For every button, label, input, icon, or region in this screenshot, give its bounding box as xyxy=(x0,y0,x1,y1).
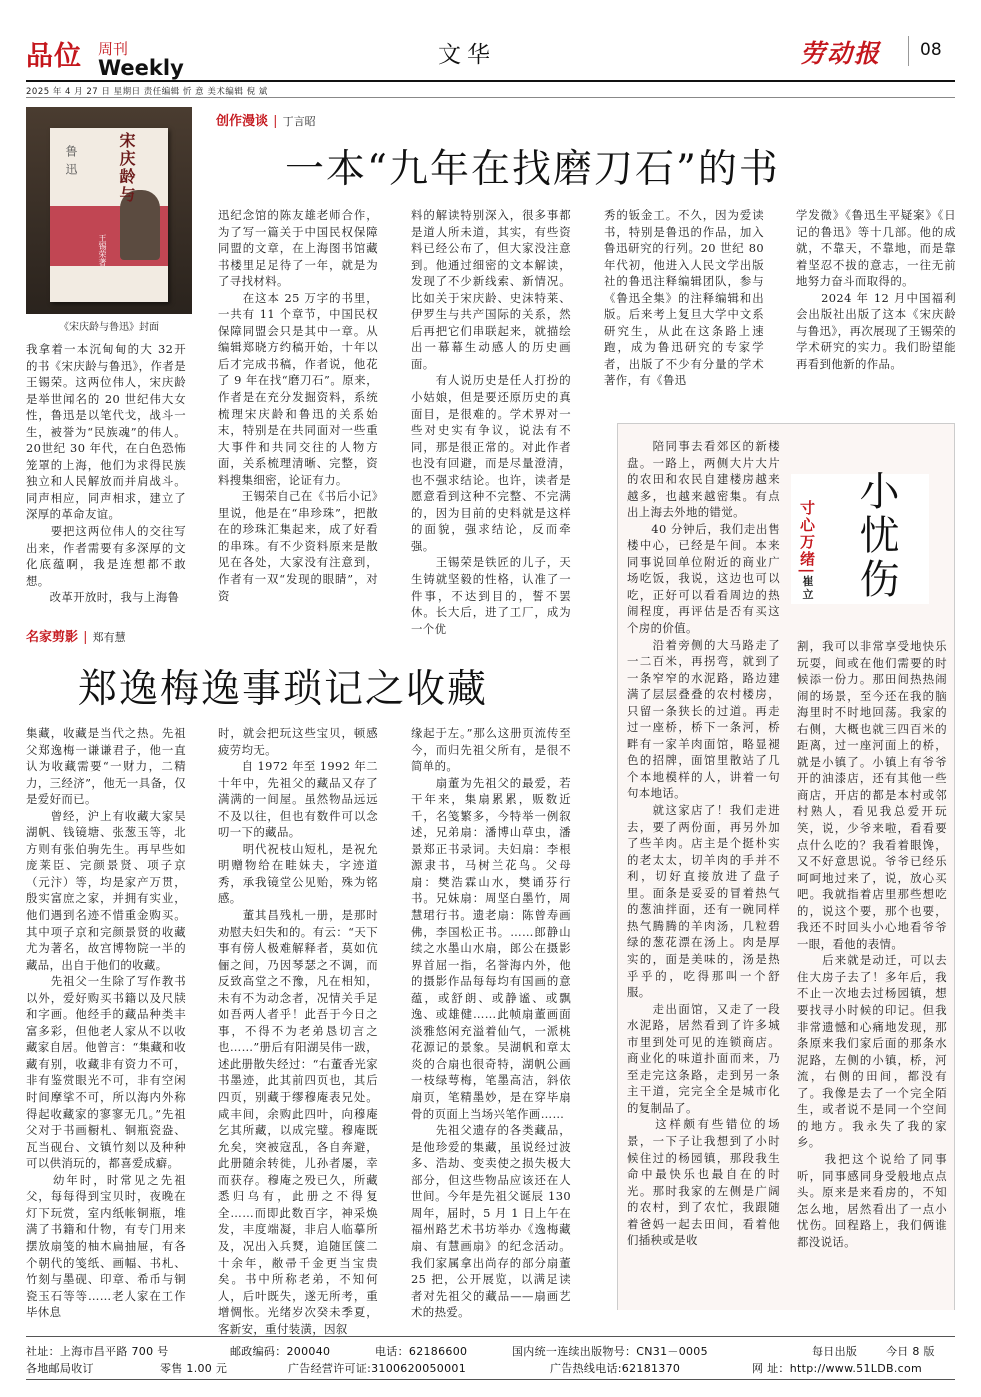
footer-adline: 广告热线电话:62181370 xyxy=(550,1362,681,1375)
book-cover-title: 宋庆龄与 xyxy=(117,132,136,204)
footer-price: 零售 1.00 元 xyxy=(160,1362,228,1375)
article3-title: 小忧伤 xyxy=(853,470,899,602)
footer-license: 广告经营许可证:3100620050001 xyxy=(288,1362,466,1375)
brand-cn-weekly: 周刊 xyxy=(98,40,129,58)
footer-rule xyxy=(26,1336,955,1337)
header-rule-thin xyxy=(26,97,955,98)
footer-web: 网 址：http://www.51LDB.com xyxy=(752,1362,923,1375)
brand-cn: 品位 xyxy=(26,41,82,72)
page-number: 08 xyxy=(920,40,942,60)
photo-caption: 《宋庆龄与鲁迅》封面 xyxy=(59,322,159,333)
footer-subscribe: 各地邮局收订 xyxy=(26,1362,94,1375)
article3-author: 崔立 xyxy=(801,575,814,602)
article3-column-header xyxy=(797,500,818,601)
article2-column-header xyxy=(26,626,126,645)
article1-col3: 料的解读特别深入，很多事都是道人所未道，其实，有些资料已经公布了，但大家没注意到。他通过细密的文本解读，发现了不少新线索、新情况。比如关于宋庆龄、史沫特莱、伊罗生与共产国际的关系，然后再把它们串联起来，就描绘出一幕幕生动感人的历史画面。 有人说历史是任人打扮的小姑娘，但是要还原历史的真面目，是很难的。学术界对一些对史实有争议，说法有不同，那是很正常的。对此作者也没有回避，而是尽量澄清，也不强求结论。也许，读者是愿意看到这种不完整、不完满的，因为目前的史料就是这样的面貌，强求结论，反而牵强。 王锡荣是铁匠的儿子，天生铸就坚毅的性格，认准了一件事，不达到目的，誓不罢休。长大后，进了工厂，成为一个优 xyxy=(411,208,571,636)
dateline: 2025 年 4 月 27 日 星期日 责任编辑 忻 意 美术编辑 倪 斌 xyxy=(26,87,268,97)
article3-column: 寸心万绪 xyxy=(798,500,816,568)
brand-en: Weekly xyxy=(98,56,184,80)
article1-author: 丁言昭 xyxy=(282,115,316,128)
article1-col4: 秀的钣金工。不久，因为爱读书，特别是鲁迅的作品，加入鲁迅研究的行列。20 世纪 80 年代初，他进入人民文学出版社的鲁迅注释编辑团队，参与《鲁迅全集》的注释编辑和出版。后来考上复旦大学中文系研究生，从此在这条路上速跑，成为鲁迅研究的专家学者，出版了不少有分量的学术著作，有《鲁迅 xyxy=(604,208,769,388)
footer-daily: 每日出版 xyxy=(812,1345,858,1358)
article2-col2: 时，就会把玩这些宝贝，顿感疲劳均无。 自 1972 年至 1992 年二十年中，先祖父的藏品又存了满满的一间屋。虽然物品远远不及以往，但也有数件可以念叨一下的藏品。 明代祝枝山短札，是祝允明赠物给在畦妹夫，字迹道秀，承我镜堂公见贻，殊为铭感。 董其昌残札一册，是那时劝慰夫妇失和的。有云：“天下事有傍人极难解释者，莫如伉俪之间，乃因琴瑟之不调，而反致高堂之不豫，凡在相知，未有不为动念者，况情关手足如吾两人者乎！此吾于今日之事，不得不为老弟恳切言之也……”册后有阳湖吴伟一跋，述此册散失经过：“右董香光家书墨迹，此其前四页也，其后四页，别藏于缪穆庵表兄处。咸丰间，余购此四叶，向穆庵乞其所藏，以成完璧。穆庵既允矣，突被寇乱，各自奔避，此册随余转徙，儿孙者屡，幸而获存。穆庵之殁已久，所藏悉归乌有，此册之不得复全……而即此数百字，神采焕发，丰度端凝，非启人临摹所及，况出入兵燹，追随匡箧二十余年，敝帚千金更当宝贵矣。书中所称老弟，不知何人，后叶既失，遂无所考，重增惆怅。光绪岁次癸未季夏，客新安，重付装潢，因叙 xyxy=(218,726,378,1336)
article2-bar: | xyxy=(83,630,88,645)
book-cover-lu: 鲁迅 xyxy=(64,145,78,181)
article3-col2: 割，我可以非常享受地快乐玩耍，间或在他们需要的时候添一份力。那田间热热闹闹的场景，至今还在我的脑海里时不时地回荡。我家的右侧，大概也就三四百米的距离，过一座河面上的桥，就是小镇了。小镇上有爷爷开的油漆店，还有其他一些商店，开店的都是本村或邻村熟人，看见我总爱开玩笑，说，少爷来啦，看看要点什么吃的？我看着眼馋，又不好意思说。爷爷已经乐呵呵地过来了，说，放心买吧。我就指着店里那些想吃的，说这个要，那个也要，我还不时回头小心地看爷爷一眼，看他的表情。 后来就是动迁，可以去住大房子去了！多年后，我不止一次地去过杨园镇，想要找寻小时候的印记。但我非常遗憾和心痛地发现，那条原来我们家后面的那条水泥路，左侧的小镇，桥，河流，右侧的田间，都没有了。我像是去了一个完全陌生，或者说不是同一个空间的地方。我永失了我的家乡。 我把这个说给了同事听，同事感同身受般地点点头。原来是来看房的，不知怎么地，居然看出了一点小忧伤。回程路上，我们俩谁都没说话。 xyxy=(797,639,947,1249)
header-divider xyxy=(908,36,909,66)
article3-col1: 陪同事去看郊区的新楼盘。一路上，两侧大片大片的农田和农民自建楼房越来越多，也越来越密集。有点出上海去外地的错觉。 40 分钟后，我们走出售楼中心，已经是午间。本来同事说回单位附近的商业广场吃饭，我说，这边也可以吃，正好可以看看周边的热闹程度，再评估是否有买这个房的价值。 沿着旁侧的大马路走了一二百米，再拐弯，就到了一条窄窄的水泥路，路边建满了层层叠叠的农村楼房，只留一条狭长的过道。再走过一座桥，桥下一条河，桥畔有一家羊肉面馆，略显褪色的招牌，面馆里散站了几个本地模样的人，讲着一句句本地话。 就这家店了！我们走进去，要了两份面，再另外加了些羊肉。店主是个挺朴实的老太太，切羊肉的手并不利，切好直接放进了盘子里。面条是妥妥的冒着热气的葱油拌面，还有一碗同样热气腾腾的羊肉汤，几粒碧绿的葱花漂在汤上。肉是厚实的，面是美味的，汤是热乎乎的，吃得那叫一个舒服。 走出面馆，又走了一段水泥路，居然看到了许多城市里到处可见的连锁商店。商业化的味道扑面而来，乃至走完这条路，走到另一条主干道，完完全全是城市化的复制品了。 这样颇有些错位的场景，一下子让我想到了小时候住过的杨园镇，那段我生命中最快乐也最自在的时光。那时我家的左侧是广阔的农村，到了农忙，我跟随着爸妈一起去田间，看着他们插秧或是收 xyxy=(627,439,780,1248)
book-cover-author: 王锡荣著 xyxy=(98,234,107,266)
article1-column-header xyxy=(216,110,316,129)
footer-zip: 邮政编码：200040 xyxy=(230,1345,331,1358)
footer-rule-bottom xyxy=(26,1379,955,1380)
article1-title: 一本“九年在找磨刀石”的书 xyxy=(285,147,780,192)
article2-author: 郑有慧 xyxy=(92,631,126,644)
footer-phone: 电话：62186600 xyxy=(375,1345,468,1358)
section-title: 文华 xyxy=(438,42,496,68)
header-rule xyxy=(26,80,955,82)
footer-cn: 国内统一连续出版物号：CN31－0005 xyxy=(512,1345,708,1358)
article1-bar: | xyxy=(273,114,278,129)
article3-bar: | xyxy=(798,568,816,576)
paper-logo: 劳动报 xyxy=(800,39,882,68)
article2-column: 名家剪影 xyxy=(26,630,79,645)
article2-col3: 缘起于左。”那么这册页流传至今，而归先祖父所有，是很不简单的。 扇董为先祖父的最爱，若干年来，集扇累累，贩数近千，名笺繁多，今特举一例叙述，兄弟扇：潘博山草虫，潘景郑正书录词。夫妇扇：李根源隶书，马树兰花鸟。父母扇：樊浩霖山水，樊诵芬行书。兄妹扇：周坚白墨竹，周慧珺行书。遗老扇：陈曾寿画佛，李国松正书。……郎静山续之水墨山水扇，郎公在摄影界首屈一指，名誉海内外，他的摄影作品每每均有国画的意蕴，或舒朗、或静谧、或飘逸、或雄健……此帧扇董画面淡雅悠闲充溢着仙气，一派桃花源记的景象。吴湖帆和章太炎的合扇也很奇特，湖帆公画一枝绿萼梅，笔墨高洁，斜依扇页，笔精墨妙，是在穿毕扇骨的页面上当场兴笔作画…… 先祖父遗存的各类藏品，是他珍爱的集藏，虽说经过波多、浩劫、变卖使之损失极大部分，但这些物品应该还在人世间。今年是先祖父诞辰 130 周年，届时，5 月 1 日上午在福州路艺术书坊举办《逸梅藏扇、有慧画扇》的纪念活动。我们家属拿出尚存的部分扇董 25 把，公开展览，以满足读者对先祖父的藏品——扇画艺术的热爱。 xyxy=(411,726,571,1320)
article2-title: 郑逸梅逸事琐记之收藏 xyxy=(78,667,489,712)
footer-pages: 今日 8 版 xyxy=(886,1345,935,1358)
article1-col2: 迅纪念馆的陈友雄老师合作，为了写一篇关于中国民权保障同盟的文章，在上海图书馆藏书楼里足足待了一年，就是为了寻找材料。 在这本 25 万字的书里，一共有 11 个章节，中国民权保障同盟会只是其中一章。从编辑郑晓方约稿开始，十年以后才完成书稿，作者说，他花了 9 年在找“磨刀石”。原来，作者是在充分发掘资料，系统梳理宋庆龄和鲁迅的关系始末，特别是在共同面对一些重大事件和共同交往的人物方面，关系梳理清晰、完整，资料搜集细密，论证有力。 王锡荣自己在《书后小记》里说，他是在“串珍珠”，把散在的珍珠汇集起来，成了好看的串珠。有不少资料原来是散见在各处，大家没有注意到，作者有一双“发现的眼睛”，对资 xyxy=(218,208,378,603)
article1-col1: 我拿着一本沉甸甸的大 32开的书《宋庆龄与鲁迅》，作者是王锡荣。这两位伟人，宋庆龄是举世闻名的 20 世纪伟大女性，鲁迅是以笔代戈，战斗一生，被誉为“民族魂”的伟人。20世纪 30 年代，在白色恐怖笼罩的上海，他们为求得民族独立和人民解放而并肩战斗。同声相应，同声相求，建立了深厚的革命友谊。 要把这两位伟人的交往写出来，作者需要有多深厚的文化底蕴啊，我是连想都不敢想。 改革开放时，我与上海鲁 xyxy=(26,342,186,605)
article1-column: 创作漫谈 xyxy=(216,114,269,129)
article2-col1: 集藏，收藏是当代之热。先祖父郑逸梅一谦谦君子，他一直认为收藏需要“一财力，二精力，三经济”，他无一具备，仅是爱好而已。 曾经，沪上有收藏大家吴湖帆、钱镜塘、张葱玉等，北方则有张伯驹先生。再早些如庞莱臣、完颜景贤、项子京（元汴）等，均是家产万贯，殷实富庶之家，并拥有实业，他们遇到名迹不惜重金购买。其中项子京和完颜景贤的收藏尤为著名，故宫博物院一半的藏品，出自于他们的收藏。 先祖父一生除了写作教书以外，爱好购买书籍以及尺牍和字画。他经手的藏品种类丰富多彩，但他老人家从不以收藏家自居。他曾言：“集藏和收藏有别，收藏非有资力不可，非有鉴赏眼光不可，非有空闲时间摩挲不可，所以海内外称得起收藏家的寥寥无几。”先祖父对于书画橱札、铜瓶瓷盎、瓦当砚台、文镇竹刻以及种种可以供消玩的，都喜爱成癖。 幼年时，时常见之先祖父，每每得到宝贝时，夜晚在灯下玩赏，室内纸帐铜瓶，堆满了书籍和什物，有专门用来摆放扇笺的柚木扁抽屉，有各个朝代的笺纸、画幅、书札、竹刻与墨砚、印章、希币与铜瓷玉石等等……老人家在工作毕休息 xyxy=(26,726,186,1320)
article1-col5: 学发微》《鲁迅生平疑案》《日记的鲁迅》等十几部。他的成就，不靠天，不靠地，而是靠着坚忍不拔的意志，一往无前地努力奋斗而取得的。 2024 年 12 月中国福利会出版社出版了这本《宋庆龄与鲁迅》，再次展现了王锡荣的学术研究的实力。我们盼望能再看到他新的作品。 xyxy=(796,208,956,371)
footer-address: 社址：上海市昌平路 700 号 xyxy=(26,1345,169,1358)
